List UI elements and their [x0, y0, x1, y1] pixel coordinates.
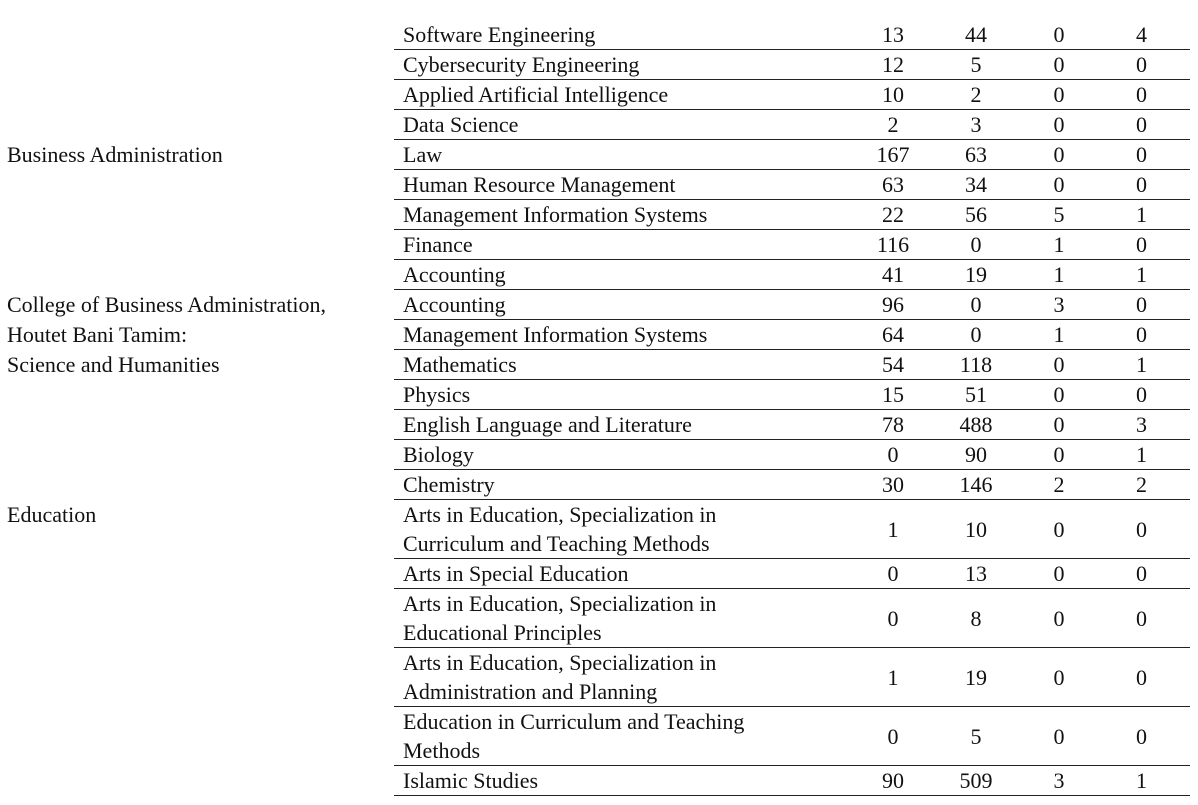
count-col-4: 1	[1100, 440, 1190, 470]
count-col-3: 3	[1018, 290, 1100, 320]
count-col-4: 0	[1100, 500, 1190, 559]
count-col-2: 44	[934, 20, 1018, 50]
count-col-1: 0	[852, 440, 934, 470]
count-col-1: 22	[852, 200, 934, 230]
college-name	[0, 20, 394, 140]
count-col-4: 1	[1100, 200, 1190, 230]
count-col-2: 2	[934, 80, 1018, 110]
count-col-3: 0	[1018, 140, 1100, 170]
count-col-3: 0	[1018, 50, 1100, 80]
count-col-2: 509	[934, 766, 1018, 796]
count-col-4: 0	[1100, 80, 1190, 110]
count-col-4: 1	[1100, 350, 1190, 380]
table-row	[0, 290, 1190, 320]
count-col-1: 1	[852, 648, 934, 707]
count-col-1: 15	[852, 380, 934, 410]
count-col-3: 0	[1018, 440, 1100, 470]
count-col-2: 90	[934, 440, 1018, 470]
count-col-2: 63	[934, 140, 1018, 170]
count-col-4: 0	[1100, 320, 1190, 350]
college-name: Education	[7, 501, 97, 527]
count-col-1: 116	[852, 230, 934, 260]
count-col-3: 0	[1018, 707, 1100, 766]
count-col-3: 0	[1018, 170, 1100, 200]
count-col-1: 167	[852, 140, 934, 170]
count-col-4: 0	[1100, 559, 1190, 589]
count-col-3: 0	[1018, 380, 1100, 410]
program-name: Management Information Systems	[394, 320, 852, 350]
count-col-1: 10	[852, 80, 934, 110]
program-name: Applied Artificial Intelligence	[394, 80, 852, 110]
count-col-1: 2	[852, 110, 934, 140]
count-col-4: 0	[1100, 140, 1190, 170]
count-col-3: 0	[1018, 350, 1100, 380]
count-col-1: 30	[852, 470, 934, 500]
program-name: Islamic Studies	[394, 766, 852, 796]
count-col-1: 41	[852, 260, 934, 290]
program-name: English Language and Literature	[394, 410, 852, 440]
count-col-3: 3	[1018, 766, 1100, 796]
count-col-4: 3	[1100, 410, 1190, 440]
count-col-2: 5	[934, 50, 1018, 80]
count-col-1: 0	[852, 589, 934, 648]
program-name: Mathematics	[394, 350, 852, 380]
program-name: Software Engineering	[394, 20, 852, 50]
count-col-3: 0	[1018, 589, 1100, 648]
count-col-2: 146	[934, 470, 1018, 500]
program-name: Arts in Education, Specialization in Administration and Planning	[394, 648, 852, 707]
count-col-3: 1	[1018, 260, 1100, 290]
count-col-3: 0	[1018, 110, 1100, 140]
count-col-2: 0	[934, 230, 1018, 260]
count-col-4: 0	[1100, 230, 1190, 260]
program-name: Arts in Education, Specialization in Curriculum and Teaching Methods	[394, 500, 852, 559]
count-col-2: 3	[934, 110, 1018, 140]
college-name: College of Business Administration, Houtet Bani Tamim:	[7, 291, 326, 347]
program-name: Human Resource Management	[394, 170, 852, 200]
count-col-1: 0	[852, 559, 934, 589]
count-col-3: 2	[1018, 470, 1100, 500]
program-name: Education in Curriculum and Teaching Methods	[394, 707, 852, 766]
count-col-3: 1	[1018, 320, 1100, 350]
program-name: Data Science	[394, 110, 852, 140]
table-row	[0, 140, 1190, 170]
count-col-1: 12	[852, 50, 934, 80]
program-name: Law	[394, 140, 852, 170]
program-name: Accounting	[394, 290, 852, 320]
count-col-1: 64	[852, 320, 934, 350]
count-col-3: 5	[1018, 200, 1100, 230]
count-col-2: 0	[934, 320, 1018, 350]
count-col-2: 5	[934, 707, 1018, 766]
count-col-3: 0	[1018, 500, 1100, 559]
count-col-3: 0	[1018, 559, 1100, 589]
program-name: Finance	[394, 230, 852, 260]
count-col-3: 0	[1018, 648, 1100, 707]
program-name: Cybersecurity Engineering	[394, 50, 852, 80]
count-col-4: 1	[1100, 766, 1190, 796]
count-col-2: 19	[934, 648, 1018, 707]
table-body	[0, 20, 1190, 796]
count-col-3: 1	[1018, 230, 1100, 260]
count-col-2: 10	[934, 500, 1018, 559]
table-row	[0, 350, 1190, 380]
program-name: Biology	[394, 440, 852, 470]
program-name: Chemistry	[394, 470, 852, 500]
program-name: Management Information Systems	[394, 200, 852, 230]
count-col-1: 54	[852, 350, 934, 380]
count-col-4: 4	[1100, 20, 1190, 50]
table-row	[0, 20, 1190, 50]
program-name: Arts in Special Education	[394, 559, 852, 589]
count-col-2: 56	[934, 200, 1018, 230]
program-statistics-table	[0, 20, 1190, 796]
count-col-4: 2	[1100, 470, 1190, 500]
count-col-4: 0	[1100, 170, 1190, 200]
count-col-2: 118	[934, 350, 1018, 380]
count-col-1: 90	[852, 766, 934, 796]
table-row	[0, 500, 1190, 559]
count-col-4: 0	[1100, 50, 1190, 80]
program-name: Arts in Education, Specialization in Educational Principles	[394, 589, 852, 648]
count-col-4: 0	[1100, 290, 1190, 320]
count-col-4: 0	[1100, 707, 1190, 766]
count-col-1: 96	[852, 290, 934, 320]
count-col-1: 78	[852, 410, 934, 440]
count-col-4: 0	[1100, 110, 1190, 140]
program-name: Accounting	[394, 260, 852, 290]
count-col-2: 0	[934, 290, 1018, 320]
count-col-1: 1	[852, 500, 934, 559]
count-col-1: 63	[852, 170, 934, 200]
count-col-1: 13	[852, 20, 934, 50]
count-col-3: 0	[1018, 410, 1100, 440]
college-name: Science and Humanities	[7, 351, 220, 377]
count-col-2: 13	[934, 559, 1018, 589]
count-col-3: 0	[1018, 80, 1100, 110]
count-col-2: 19	[934, 260, 1018, 290]
count-col-4: 1	[1100, 260, 1190, 290]
count-col-4: 0	[1100, 648, 1190, 707]
count-col-4: 0	[1100, 380, 1190, 410]
count-col-2: 51	[934, 380, 1018, 410]
count-col-2: 8	[934, 589, 1018, 648]
count-col-2: 488	[934, 410, 1018, 440]
program-name: Physics	[394, 380, 852, 410]
count-col-1: 0	[852, 707, 934, 766]
college-name: Business Administration	[7, 141, 223, 167]
count-col-3: 0	[1018, 20, 1100, 50]
count-col-4: 0	[1100, 589, 1190, 648]
count-col-2: 34	[934, 170, 1018, 200]
